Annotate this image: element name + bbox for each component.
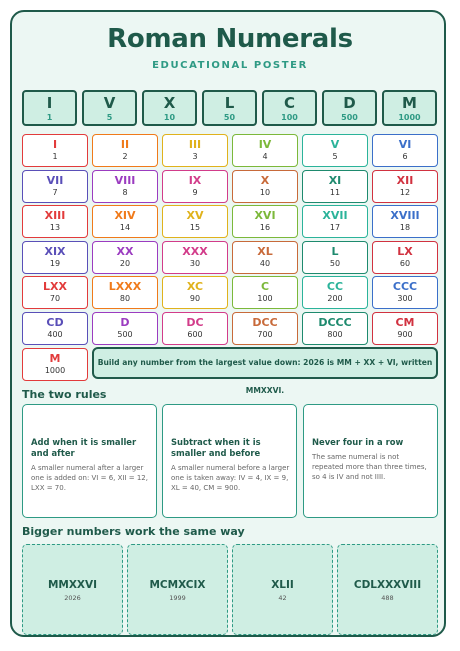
big-example-value: 42 (278, 594, 287, 602)
numeral-value: 19 (49, 258, 61, 268)
numeral-card (302, 134, 368, 167)
numeral-symbol: VI (398, 138, 412, 151)
numeral-card (302, 241, 368, 274)
numeral-value: 8 (122, 187, 128, 197)
numeral-symbol: IV (258, 138, 272, 151)
numeral-value: 16 (259, 223, 271, 233)
numeral-card (22, 134, 88, 167)
numeral-symbol: XXX (182, 244, 208, 258)
numeral-value: 30 (189, 258, 201, 268)
base-symbol-card (322, 90, 377, 126)
base-symbol-card (82, 90, 137, 126)
numeral-value: 15 (189, 223, 201, 233)
numeral-symbol: M (49, 351, 61, 365)
numeral-value: 1 (52, 152, 58, 161)
numeral-value: 9 (192, 187, 198, 197)
numeral-symbol: LXX (43, 280, 67, 294)
base-symbol-card (142, 90, 197, 126)
numeral-symbol: LXXX (108, 280, 142, 294)
numeral-value: 60 (399, 258, 411, 268)
big-example-numeral: CDLXXXVIII (353, 579, 422, 591)
numeral-value: 800 (327, 330, 343, 339)
numeral-card (162, 170, 228, 203)
numeral-value: 900 (397, 330, 413, 339)
numeral-card (372, 134, 438, 167)
numeral-card (92, 134, 158, 167)
numeral-card (22, 241, 88, 274)
base-value: 10 (163, 113, 176, 122)
base-symbol: C (283, 94, 295, 112)
numeral-value: 13 (49, 223, 61, 233)
rule-description: The same numeral is not repeated more than three times, so 4 is IV and not IIII. (312, 453, 427, 481)
numeral-symbol: XVI (254, 209, 276, 223)
numeral-value: 2 (122, 152, 128, 161)
big-example-card (232, 544, 333, 635)
numeral-symbol: II (120, 138, 130, 151)
numeral-card (302, 205, 368, 238)
rule-card (162, 404, 297, 518)
big-example-card (22, 544, 123, 635)
numeral-card (372, 312, 438, 345)
numeral-value: 90 (189, 294, 201, 304)
numeral-value: 500 (117, 330, 133, 339)
poster-subtitle: EDUCATIONAL POSTER (152, 60, 308, 71)
numeral-symbol: XX (116, 244, 134, 258)
base-value: 1 (46, 113, 53, 122)
numeral-value: 400 (47, 330, 63, 339)
numeral-card (22, 170, 88, 203)
numeral-card (162, 312, 228, 345)
base-symbol-card (262, 90, 317, 126)
base-value: 100 (281, 113, 298, 122)
numeral-card (22, 312, 88, 345)
numeral-symbol: VII (46, 173, 64, 187)
build-note: Build any number from the largest value down: 2026 is MM + XX + VI, written MMXXVI. (92, 347, 438, 379)
numeral-value: 40 (259, 258, 271, 268)
numeral-symbol: XL (257, 244, 273, 258)
numeral-symbol: DCC (252, 316, 278, 329)
base-symbol: X (163, 94, 176, 112)
numeral-card (22, 348, 88, 381)
rule-title: Add when it is smaller and after (31, 437, 137, 458)
numeral-symbol: CC (326, 280, 344, 294)
numeral-symbol: DC (186, 316, 204, 329)
numeral-symbol: I (52, 138, 58, 151)
numeral-value: 6 (402, 152, 408, 161)
rule-title: Never four in a row (312, 437, 404, 447)
rule-title: Subtract when it is smaller and before (171, 437, 261, 458)
big-example-value: 488 (381, 594, 394, 602)
numeral-symbol: XIII (44, 209, 66, 223)
base-symbol: M (402, 94, 417, 112)
numeral-value: 5 (332, 152, 338, 161)
numeral-card (92, 170, 158, 203)
numeral-symbol: XI (328, 173, 342, 187)
big-example-numeral: XLII (271, 579, 294, 591)
numeral-card (92, 276, 158, 309)
numeral-value: 200 (327, 294, 343, 304)
numeral-card (92, 241, 158, 274)
rule-description: A smaller numeral before a larger one is taken away: IV = 4, IX = 9, XL = 40, CM = 900. (171, 464, 290, 492)
numeral-card (22, 276, 88, 309)
numeral-symbol: C (260, 280, 270, 294)
numeral-card (162, 276, 228, 309)
numeral-card (92, 312, 158, 345)
numeral-symbol: L (331, 244, 339, 258)
numeral-value: 14 (119, 223, 131, 233)
numeral-card (372, 170, 438, 203)
numeral-symbol: CD (46, 316, 64, 329)
numeral-symbol: XC (186, 280, 204, 294)
big-example-value: 2026 (64, 594, 81, 602)
numeral-symbol: XVIII (390, 209, 420, 223)
numeral-value: 18 (399, 223, 411, 233)
numeral-symbol: IX (188, 173, 202, 187)
numeral-card (232, 170, 298, 203)
base-symbol-card (202, 90, 257, 126)
numeral-card (372, 276, 438, 309)
numeral-symbol: D (120, 316, 130, 329)
base-symbol: V (103, 94, 116, 112)
big-example-numeral: MCMXCIX (149, 579, 206, 591)
big-example-card (337, 544, 438, 635)
numeral-card (232, 276, 298, 309)
numeral-card (232, 241, 298, 274)
numeral-card (372, 241, 438, 274)
rule-description: A smaller numeral after a larger one is added on: VI = 6, XII = 12, LXX = 70. (31, 464, 148, 492)
big-example-value: 1999 (169, 594, 186, 602)
numeral-card (162, 205, 228, 238)
numeral-value: 7 (52, 187, 58, 197)
numeral-card (162, 241, 228, 274)
numeral-value: 4 (262, 152, 268, 161)
numeral-symbol: CCC (392, 280, 418, 294)
numeral-value: 20 (119, 258, 131, 268)
numeral-symbol: VIII (114, 173, 136, 187)
numeral-symbol: III (188, 138, 202, 151)
numeral-card (302, 276, 368, 309)
numeral-symbol: DCCC (318, 316, 352, 329)
base-symbol: I (46, 94, 53, 112)
numeral-symbol: XVII (322, 209, 348, 223)
numeral-symbol: CM (395, 316, 415, 329)
numeral-symbol: XIV (114, 209, 136, 223)
base-value: 1000 (398, 113, 421, 122)
numeral-value: 10 (259, 187, 271, 197)
base-symbol-card (22, 90, 77, 126)
base-value: 500 (341, 113, 358, 122)
base-value: 5 (106, 113, 113, 122)
numeral-value: 80 (119, 294, 131, 304)
big-example-numeral: MMXXVI (47, 579, 98, 591)
numeral-value: 70 (49, 294, 61, 304)
numeral-symbol: XII (396, 173, 414, 187)
numeral-value: 12 (399, 187, 411, 197)
numeral-value: 11 (329, 187, 341, 197)
rules-heading: The two rules (22, 388, 107, 401)
numeral-card (92, 205, 158, 238)
base-symbol: D (343, 94, 356, 112)
numeral-value: 3 (192, 152, 198, 161)
numeral-symbol: XV (186, 209, 204, 223)
numeral-card (372, 205, 438, 238)
numeral-value: 1000 (44, 365, 66, 375)
base-symbol-card (382, 90, 437, 126)
base-symbol: L (224, 94, 235, 112)
bigger-heading: Bigger numbers work the same way (22, 525, 245, 538)
numeral-value: 600 (187, 330, 203, 339)
numeral-value: 300 (397, 294, 413, 304)
numeral-symbol: X (260, 173, 270, 187)
numeral-value: 700 (257, 330, 273, 339)
numeral-value: 50 (329, 258, 341, 268)
numeral-symbol: LX (397, 244, 413, 258)
numeral-value: 100 (257, 294, 273, 304)
numeral-value: 17 (329, 223, 341, 233)
base-value: 50 (223, 113, 236, 122)
big-example-card (127, 544, 228, 635)
numeral-card (22, 205, 88, 238)
numeral-card (302, 312, 368, 345)
numeral-card (232, 312, 298, 345)
numeral-symbol: XIX (44, 244, 66, 258)
rule-card (303, 404, 438, 518)
numeral-card (232, 205, 298, 238)
numeral-card (302, 170, 368, 203)
rule-card (22, 404, 157, 518)
numeral-card (162, 134, 228, 167)
numeral-symbol: V (330, 138, 340, 151)
poster-title: Roman Numerals (107, 24, 353, 54)
numeral-card (232, 134, 298, 167)
